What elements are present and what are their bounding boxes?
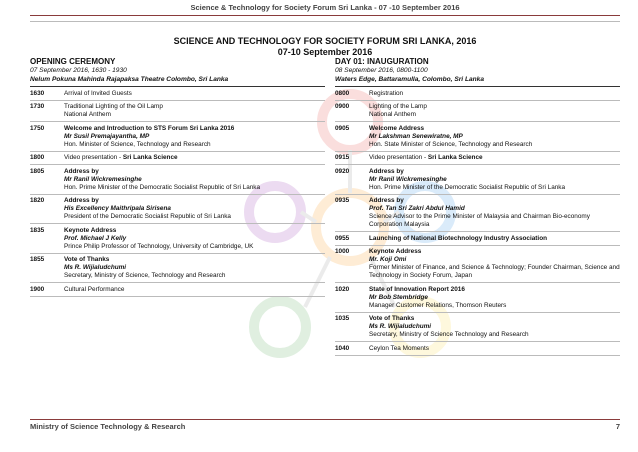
- agenda-row: [30, 101, 325, 123]
- agenda-details: [369, 345, 620, 353]
- speaker-name: Mr Ranil Wickremesinghe: [369, 175, 447, 183]
- agenda-time: 1835: [30, 226, 45, 234]
- agenda-title: [369, 286, 620, 294]
- agenda-time: 1630: [30, 89, 45, 97]
- running-header: Science & Technology for Society Forum Sri Lanka - 07 -10 September 2016: [30, 3, 620, 16]
- agenda-details: [64, 125, 325, 149]
- section-heading: DAY 01: INAUGURATION: [335, 57, 429, 66]
- agenda-title-text: Keynote Address: [64, 226, 117, 234]
- agenda-row: [335, 246, 620, 284]
- agenda-time: 0935: [335, 197, 350, 204]
- section-date: 08 September 2016, 0800-1100: [335, 67, 428, 74]
- agenda-title-text: Address by: [64, 197, 99, 204]
- section-venue: Waters Edge, Battaramulla, Colombo, Sri Lanka: [335, 75, 485, 83]
- agenda-title: [64, 256, 325, 264]
- agenda-details: [369, 286, 620, 310]
- agenda-title: [64, 197, 325, 205]
- agenda-title-text: Launching of National Biotechnology Industry Association: [369, 234, 547, 242]
- agenda-title: [369, 315, 620, 323]
- agenda-description: Hon. State Minister of Science, Technology and Research: [369, 140, 533, 148]
- program-page: [30, 21, 620, 411]
- agenda-time: 1805: [30, 167, 45, 175]
- agenda-list: [335, 87, 620, 356]
- agenda-details: [64, 154, 325, 162]
- agenda-row: [30, 283, 325, 297]
- agenda-time: 0915: [335, 154, 350, 161]
- agenda-description: Secretary, Ministry of Science, Technology and Research: [64, 272, 226, 279]
- agenda-row: [335, 232, 620, 246]
- agenda-details: [369, 197, 620, 229]
- agenda-row: [335, 165, 620, 195]
- agenda-details: [369, 168, 620, 192]
- agenda-row: [30, 165, 325, 195]
- agenda-row: [30, 122, 325, 152]
- agenda-details: [64, 256, 325, 280]
- agenda-title: [64, 286, 325, 294]
- agenda-row: [30, 195, 325, 225]
- agenda-title: [64, 90, 325, 98]
- agenda-row: [30, 254, 325, 284]
- agenda-time: 1040: [335, 344, 350, 352]
- agenda-row: [335, 101, 620, 123]
- title-line-1: SCIENCE AND TECHNOLOGY FOR SOCIETY FORUM SRI LANKA, 2016: [173, 36, 477, 46]
- agenda-title: [64, 168, 325, 176]
- agenda-title: [64, 154, 325, 162]
- agenda-title-text: Vote of Thanks: [64, 256, 110, 263]
- agenda-title: [369, 168, 620, 176]
- section-heading: OPENING CEREMONY: [30, 57, 116, 66]
- agenda-details: [369, 248, 620, 280]
- speaker-name: Ms R. Wijialudchumi: [64, 264, 127, 271]
- speaker-name: Mr Ranil Wickremesinghe: [64, 175, 142, 183]
- agenda-title: [369, 248, 620, 256]
- agenda-title: [369, 103, 620, 111]
- agenda-description: National Anthem: [64, 111, 111, 118]
- agenda-time: 1750: [30, 124, 45, 132]
- agenda-title-text: Registration: [369, 89, 404, 97]
- agenda-title: [64, 227, 325, 235]
- speaker-name: Prof. Michael J Kelly: [64, 234, 127, 242]
- agenda-details: [369, 103, 620, 119]
- agenda-row: [335, 87, 620, 101]
- section-venue: Nelum Pokuna Mahinda Rajapaksa Theatre Colombo, Sri Lanka: [30, 75, 229, 83]
- footer-ministry: Ministry of Science Technology & Research: [30, 422, 186, 431]
- agenda-row: [30, 87, 325, 101]
- speaker-name: Prof. Tan Sri Zakri Abdul Hamid: [369, 205, 465, 212]
- agenda-row: [30, 152, 325, 166]
- agenda-time: 1730: [30, 103, 45, 110]
- agenda-time: 1800: [30, 154, 45, 161]
- agenda-description: President of the Democratic Socialist Republic of Sri Lanka: [64, 213, 231, 220]
- agenda-description: National Anthem: [369, 111, 416, 118]
- speaker-name: Mr Lakshman Senewiratne, MP: [369, 132, 463, 140]
- agenda-details: [64, 227, 325, 251]
- agenda-title-text: Ceylon Tea Moments: [369, 344, 429, 352]
- agenda-time: 1035: [335, 315, 350, 322]
- agenda-title-text: Address by: [64, 167, 99, 175]
- agenda-time: 1000: [335, 248, 350, 255]
- agenda-title-text: Video presentation -: [369, 154, 428, 161]
- agenda-title: [369, 345, 620, 353]
- agenda-time: 1820: [30, 197, 45, 204]
- agenda-time: 0900: [335, 103, 350, 110]
- agenda-title-text: Vote of Thanks: [369, 315, 415, 322]
- agenda-title: [369, 154, 620, 162]
- agenda-time: 0800: [335, 89, 350, 97]
- agenda-description: Manager Customer Relations, Thomson Reuters: [369, 301, 507, 309]
- page-number: 7: [615, 422, 620, 431]
- agenda-row: [335, 122, 620, 152]
- agenda-details: [369, 235, 620, 243]
- agenda-title-text: Video presentation -: [64, 154, 123, 161]
- speaker-name: Mr Bob Stembridge: [369, 293, 428, 301]
- document-title: [30, 36, 620, 58]
- agenda-list: [30, 87, 325, 297]
- agenda-description: Prince Philip Professor of Technology, University of Cambridge, UK: [64, 242, 254, 250]
- agenda-title-text: Traditional Lighting of the Oil Lamp: [64, 103, 163, 110]
- agenda-details: [64, 286, 325, 294]
- title-line-2: 07-10 September 2016: [277, 47, 373, 57]
- agenda-description: Science Advisor to the Prime Minister of Malaysia and Chairman Bio-economy Corporation Malaysia: [369, 213, 590, 228]
- agenda-title-highlight: Sri Lanka Science: [122, 154, 178, 161]
- opening-ceremony-column: [30, 57, 325, 297]
- agenda-description: Hon. Prime Minister of the Democratic Socialist Republic of Sri Lanka: [369, 183, 566, 191]
- agenda-details: [64, 197, 325, 221]
- agenda-row: [335, 152, 620, 166]
- agenda-details: [369, 315, 620, 339]
- agenda-title-text: Welcome Address: [369, 124, 425, 132]
- agenda-time: 0905: [335, 124, 350, 132]
- agenda-time: 1900: [30, 285, 45, 293]
- agenda-title-text: Cultural Performance: [64, 285, 125, 293]
- agenda-description: Secretary, Ministry of Science Technology and Research: [369, 331, 529, 338]
- page-footer: [30, 419, 620, 431]
- agenda-title-text: State of Innovation Report 2016: [369, 285, 465, 293]
- agenda-title: [369, 90, 620, 98]
- agenda-title-text: Welcome and Introduction to STS Forum Sri Lanka 2016: [64, 124, 235, 132]
- agenda-time: 0955: [335, 234, 350, 242]
- agenda-title: [369, 197, 620, 205]
- agenda-time: 1855: [30, 256, 45, 263]
- agenda-description: Hon. Minister of Science, Technology and Research: [64, 140, 211, 148]
- agenda-details: [64, 103, 325, 119]
- section-date: 07 September 2016, 1630 - 1930: [30, 67, 127, 74]
- agenda-row: [335, 342, 620, 356]
- agenda-description: Former Minister of Finance, and Science & Technology; Founder Chairman, Science and Technology in Society Forum, Japan: [369, 264, 620, 279]
- speaker-name: Mr Susil Premajayantha, MP: [64, 132, 150, 140]
- speaker-name: His Excellency Maithripala Sirisena: [64, 205, 171, 212]
- agenda-title-text: Address by: [369, 167, 404, 175]
- agenda-title: [369, 125, 620, 133]
- agenda-details: [369, 125, 620, 149]
- agenda-description: Hon. Prime Minister of the Democratic Socialist Republic of Sri Lanka: [64, 183, 261, 191]
- speaker-name: Mr. Koji Omi: [369, 256, 407, 263]
- agenda-row: [335, 195, 620, 233]
- agenda-row: [335, 283, 620, 313]
- agenda-details: [64, 90, 325, 98]
- agenda-title-text: Arrival of Invited Guests: [64, 89, 132, 97]
- agenda-title: [64, 125, 325, 133]
- agenda-row: [335, 313, 620, 343]
- agenda-time: 0920: [335, 167, 350, 175]
- speaker-name: Ms R. Wijialudchumi: [369, 323, 432, 330]
- agenda-details: [369, 154, 620, 162]
- agenda-title-text: Address by: [369, 197, 404, 204]
- inauguration-column: [335, 57, 620, 356]
- agenda-title-text: Keynote Address: [369, 248, 422, 255]
- agenda-title: [369, 235, 620, 243]
- agenda-details: [64, 168, 325, 192]
- agenda-title-highlight: Sri Lanka Science: [427, 154, 483, 161]
- agenda-title-text: Lighting of the Lamp: [369, 103, 427, 110]
- agenda-title: [64, 103, 325, 111]
- agenda-details: [369, 90, 620, 98]
- agenda-time: 1020: [335, 285, 350, 293]
- agenda-row: [30, 224, 325, 254]
